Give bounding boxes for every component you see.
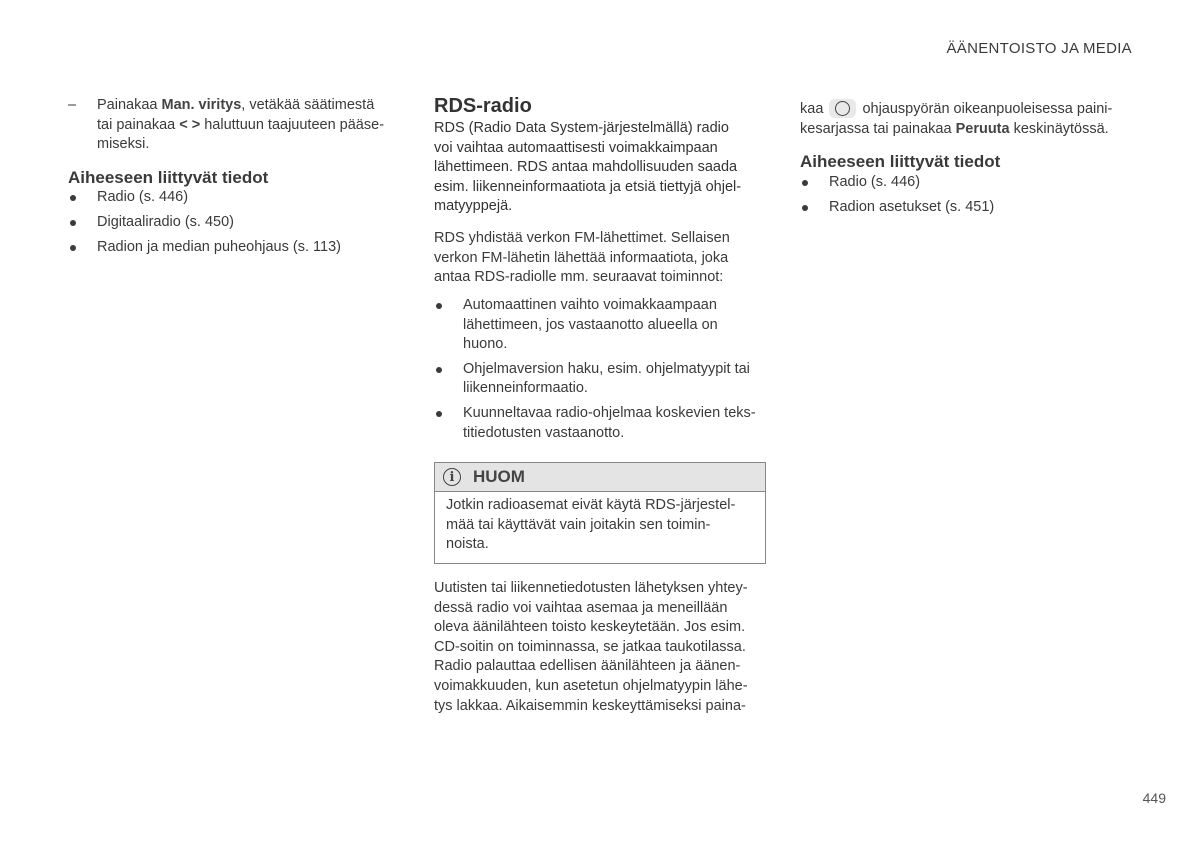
text-line: liikenneinformaatio. — [463, 380, 588, 397]
related-links-list — [800, 173, 1122, 223]
bullet-dot — [436, 411, 442, 417]
note-label: HUOM — [473, 467, 525, 486]
rds-features-list — [434, 296, 766, 449]
bullet-dot — [70, 245, 76, 251]
step-text: haluttuun taajuuteen pääse- — [200, 116, 385, 133]
bullet-dot — [436, 367, 442, 373]
link-text: Radio (s. 446) — [829, 174, 921, 190]
related-link-puheohjaus[interactable] — [68, 238, 398, 258]
text-fragment: keskinäytössä. — [1009, 121, 1109, 137]
bullet-dot — [70, 195, 76, 201]
text-line: oleva äänilähteen toisto keskeytetään. Jos esim. — [434, 619, 746, 636]
feature-item — [434, 404, 766, 443]
intro-paragraph — [434, 119, 766, 217]
related-link-digitaaliradio[interactable] — [68, 213, 398, 233]
text-line: Ohjelmaversion haku, esim. ohjelmatyypit tai — [463, 360, 750, 377]
text-line: lähettimeen, jos vastaanotto alueella on — [463, 316, 718, 333]
step-text: , vetäkää säätimestä — [241, 97, 375, 113]
button-name-man-viritys: Man. viritys — [161, 97, 242, 113]
section-title: RDS-radio — [434, 95, 532, 117]
bullet-dot — [802, 205, 808, 211]
bullet-dot — [802, 180, 808, 186]
interrupt-paragraph — [434, 579, 766, 716]
link-text: Digitaaliradio (s. 450) — [97, 214, 235, 231]
text-line: matyyppejä. — [434, 198, 513, 215]
text-line: Radio palauttaa edellisen äänilähteen ja äänen- — [434, 658, 741, 675]
text-line: Kuunneltavaa radio-ohjelmaa koskevien teks- — [463, 404, 756, 421]
link-text: Radion ja median puheohjaus (s. 113) — [97, 239, 341, 256]
link-text: Radion asetukset (s. 451) — [829, 199, 995, 216]
related-link-radio[interactable] — [68, 188, 398, 208]
note-box — [434, 462, 766, 564]
continuation-paragraph — [800, 99, 1130, 139]
text-line: esim. liikenneinformaatiota ja etsiä tiettyjä ohjel- — [434, 178, 742, 195]
text-line: mää tai käyttävät vain joitakin sen toimin- — [446, 516, 711, 533]
text-line: titiedotusten vastaanotto. — [463, 424, 625, 441]
section-header: ÄÄNENTOISTO JA MEDIA — [946, 40, 1132, 57]
text-line: Automaattinen vaihto voimakkaampaan — [463, 297, 717, 313]
text-line: dessä radio voi vaihtaa asemaa ja meneillään — [434, 599, 728, 616]
dash-mark: – — [68, 97, 77, 113]
feature-item — [434, 360, 766, 399]
note-body — [435, 492, 765, 555]
rds-paragraph — [434, 229, 766, 288]
bullet-dot — [70, 220, 76, 226]
text-line: huono. — [463, 336, 508, 353]
info-icon: i — [443, 468, 461, 486]
instruction-step — [68, 96, 427, 155]
related-link-radion-asetukset[interactable] — [800, 198, 1122, 218]
related-link-radio[interactable] — [800, 173, 1122, 193]
arrow-keys-label: < > — [179, 116, 201, 133]
text-line: noista. — [446, 536, 489, 553]
text-line: Uutisten tai liikennetiedotusten lähetyksen yhtey- — [434, 580, 748, 596]
circle-button-icon — [835, 101, 850, 116]
text-line: verkon FM-lähetin lähettää informaatiota, joka — [434, 249, 729, 266]
step-text: tai painakaa — [97, 116, 180, 133]
related-links-list — [68, 188, 398, 264]
button-name-peruuta: Peruuta — [955, 121, 1010, 137]
note-header — [435, 463, 765, 492]
text-line: tys lakkaa. Aikaisemmin keskeyttämiseksi paina- — [434, 697, 746, 714]
feature-item — [434, 296, 766, 355]
text-fragment: ohjauspyörän oikeanpuoleisessa paini- — [858, 101, 1113, 117]
related-heading: Aiheeseen liittyvät tiedot — [800, 152, 1001, 171]
bullet-dot — [436, 303, 442, 309]
steering-button-graphic — [829, 99, 856, 118]
text-fragment: kesarjassa tai painakaa — [800, 121, 956, 137]
text-line: voimakkuuden, kun asetetun ohjelmatyypin lähe- — [434, 677, 748, 694]
link-text: Radio (s. 446) — [97, 189, 189, 205]
text-line: CD-soitin on toiminnassa, se jatkaa taukotilassa. — [434, 638, 746, 655]
step-text: Painakaa — [97, 97, 162, 113]
page-number: 449 — [1142, 790, 1166, 806]
text-line: lähettimeen. RDS antaa mahdollisuuden saada — [434, 159, 738, 176]
related-heading: Aiheeseen liittyvät tiedot — [68, 168, 269, 187]
text-fragment: kaa — [800, 101, 828, 117]
text-line: RDS (Radio Data System-järjestelmällä) radio — [434, 120, 729, 136]
text-line: voi vaihtaa automaattisesti voimakkaimpaan — [434, 139, 718, 156]
step-text: miseksi. — [97, 136, 150, 153]
text-line: RDS yhdistää verkon FM-lähettimet. Sellaisen — [434, 230, 730, 246]
text-line: antaa RDS-radiolle mm. seuraavat toiminnot: — [434, 269, 724, 286]
text-line: Jotkin radioasemat eivät käytä RDS-järjestel- — [446, 497, 736, 513]
